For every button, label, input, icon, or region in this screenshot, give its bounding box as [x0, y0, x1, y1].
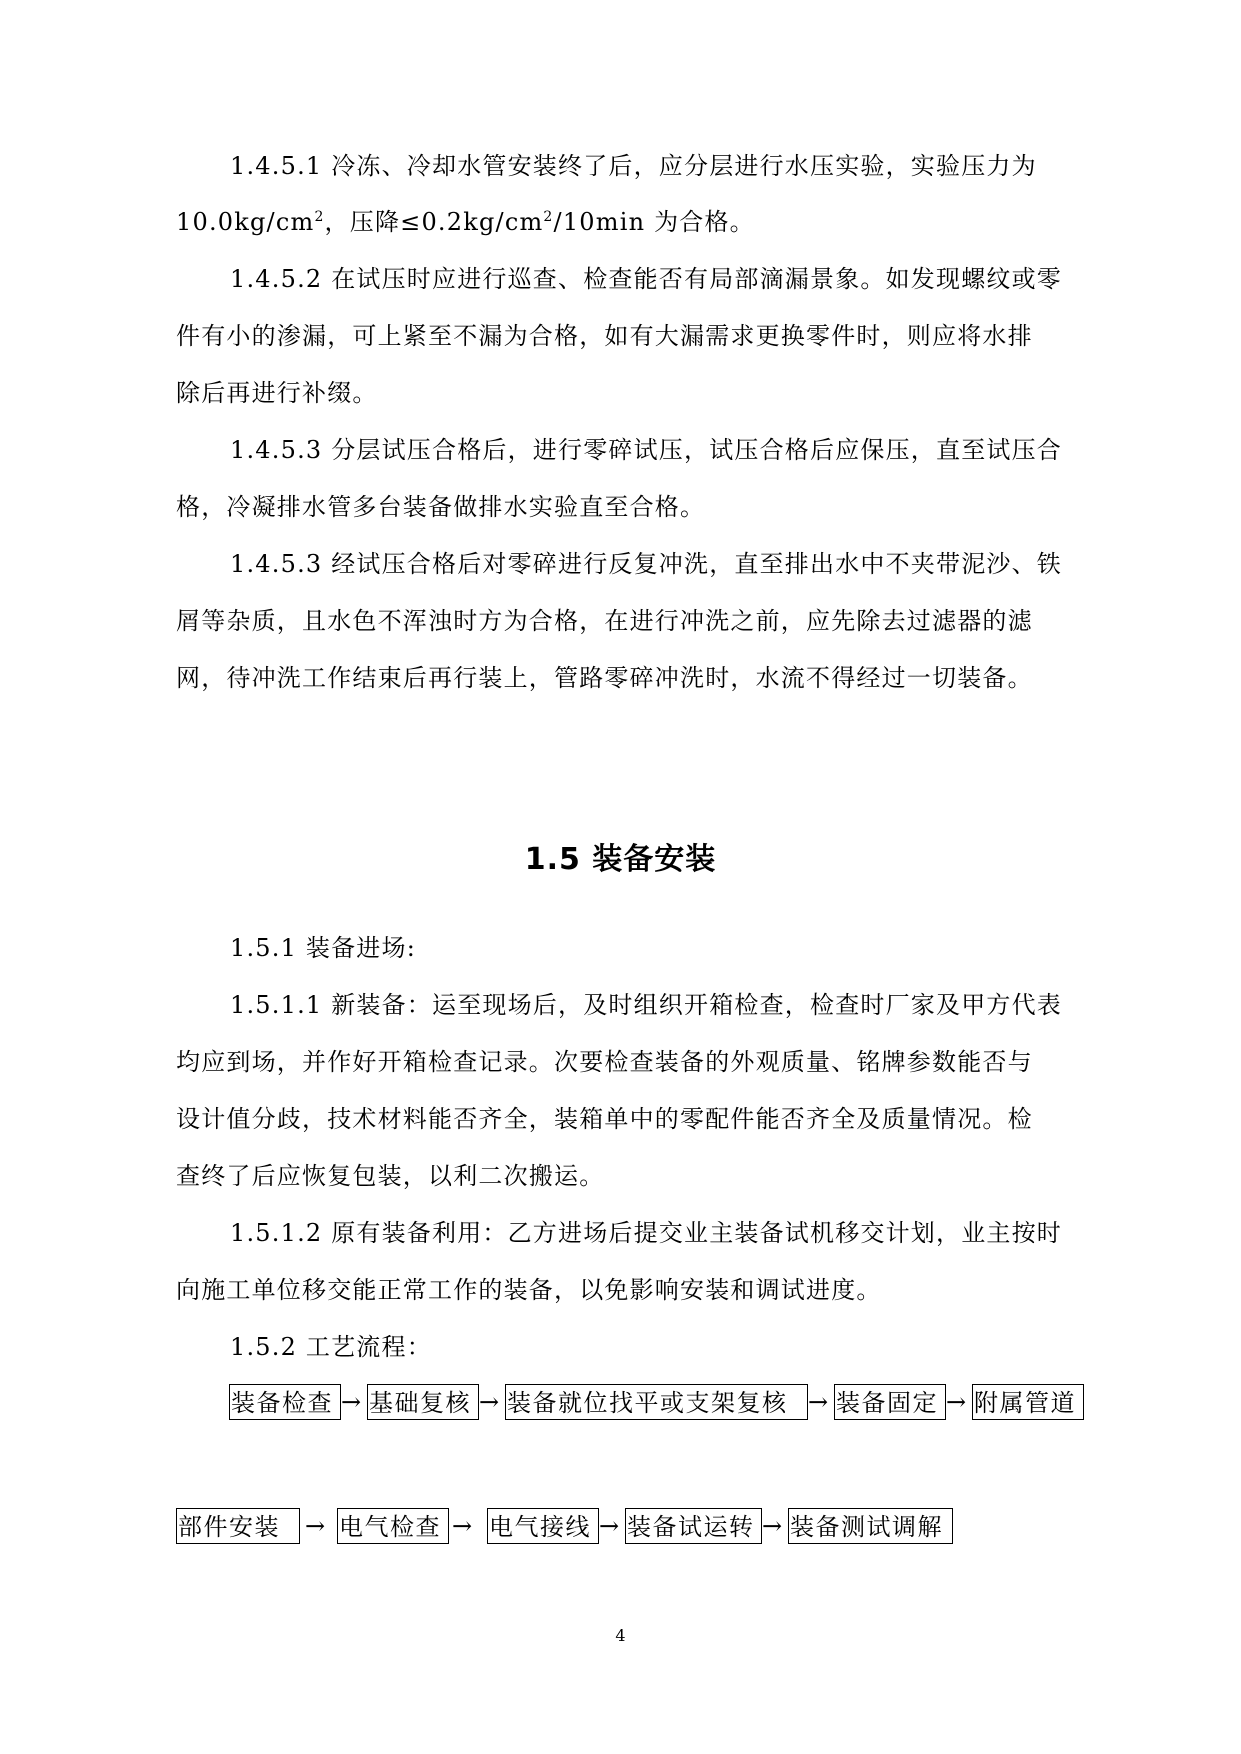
text-run: ，压降≤0.2kg/cm [324, 208, 544, 236]
paragraph-6-line-1: 1.5.1.2 原有装备利用：乙方进场后提交业主装备试机移交计划，业主按时 [230, 1219, 1062, 1247]
flow-arrow-icon: → [479, 1388, 500, 1416]
paragraph-1-line-2 [176, 206, 755, 238]
section-heading: 1.5 装备安装 [524, 842, 717, 877]
flow-step-1: 装备检查 [229, 1384, 341, 1420]
superscript: 2 [314, 209, 325, 225]
flow-step-5: 附属管道 [972, 1384, 1084, 1420]
paragraph-5-line-1: 1.5.1.1 新装备：运至现场后，及时组织开箱检查，检查时厂家及甲方代表 [230, 991, 1062, 1019]
superscript: 2 [543, 209, 554, 225]
flow-step-8: 电气接线 [487, 1508, 599, 1544]
text-run: 10.0kg/cm [176, 208, 315, 236]
flow-step-9: 装备试运转 [625, 1508, 762, 1544]
paragraph-5-line-3: 设计值分歧，技术材料能否齐全，装箱单中的零配件能否齐全及质量情况。检 [176, 1105, 1033, 1133]
flow-arrow-icon: → [452, 1512, 473, 1540]
paragraph-2-line-2: 件有小的渗漏，可上紧至不漏为合格，如有大漏需求更换零件时，则应将水排 [176, 322, 1033, 350]
subsection-1-5-2: 1.5.2 工艺流程： [230, 1333, 432, 1361]
paragraph-3-line-1: 1.4.5.3 分层试压合格后，进行零碎试压，试压合格后应保压，直至试压合 [230, 436, 1062, 464]
text-run: /10min 为合格。 [553, 208, 755, 236]
paragraph-4-line-3: 网，待冲洗工作结束后再行装上，管路零碎冲洗时，水流不得经过一切装备。 [176, 664, 1033, 692]
page-number: 4 [615, 1626, 626, 1645]
flow-step-3: 装备就位找平或支架复核 [505, 1384, 808, 1420]
flow-arrow-icon: → [599, 1512, 620, 1540]
paragraph-2-line-1: 1.4.5.2 在试压时应进行巡查、检查能否有局部滴漏景象。如发现螺纹或零 [230, 265, 1062, 293]
paragraph-5-line-4: 查终了后应恢复包装，以利二次搬运。 [176, 1162, 605, 1190]
flow-step-2: 基础复核 [367, 1384, 479, 1420]
flow-arrow-icon: → [946, 1388, 967, 1416]
flow-step-7: 电气检查 [337, 1508, 449, 1544]
paragraph-1-line-1: 1.4.5.1 冷冻、冷却水管安装终了后，应分层进行水压实验，实验压力为 [230, 152, 1037, 180]
paragraph-5-line-2: 均应到场，并作好开箱检查记录。次要检查装备的外观质量、铭牌参数能否与 [176, 1048, 1033, 1076]
flow-arrow-icon: → [762, 1512, 783, 1540]
flow-step-10: 装备测试调解 [788, 1508, 953, 1544]
flow-step-4: 装备固定 [834, 1384, 946, 1420]
flow-arrow-icon: → [808, 1388, 829, 1416]
paragraph-4-line-2: 屑等杂质，且水色不浑浊时方为合格，在进行冲洗之前，应先除去过滤器的滤 [176, 607, 1033, 635]
paragraph-6-line-2: 向施工单位移交能正常工作的装备，以免影响安装和调试进度。 [176, 1276, 882, 1304]
flow-arrow-icon: → [305, 1512, 326, 1540]
subsection-1-5-1: 1.5.1 装备进场: [230, 934, 416, 962]
paragraph-2-line-3: 除后再进行补缀。 [176, 379, 378, 407]
flow-step-6: 部件安装 [176, 1508, 300, 1544]
paragraph-3-line-2: 格，冷凝排水管多台装备做排水实验直至合格。 [176, 493, 706, 521]
flow-arrow-icon: → [341, 1388, 362, 1416]
paragraph-4-line-1: 1.4.5.3 经试压合格后对零碎进行反复冲洗，直至排出水中不夹带泥沙、铁 [230, 550, 1062, 578]
